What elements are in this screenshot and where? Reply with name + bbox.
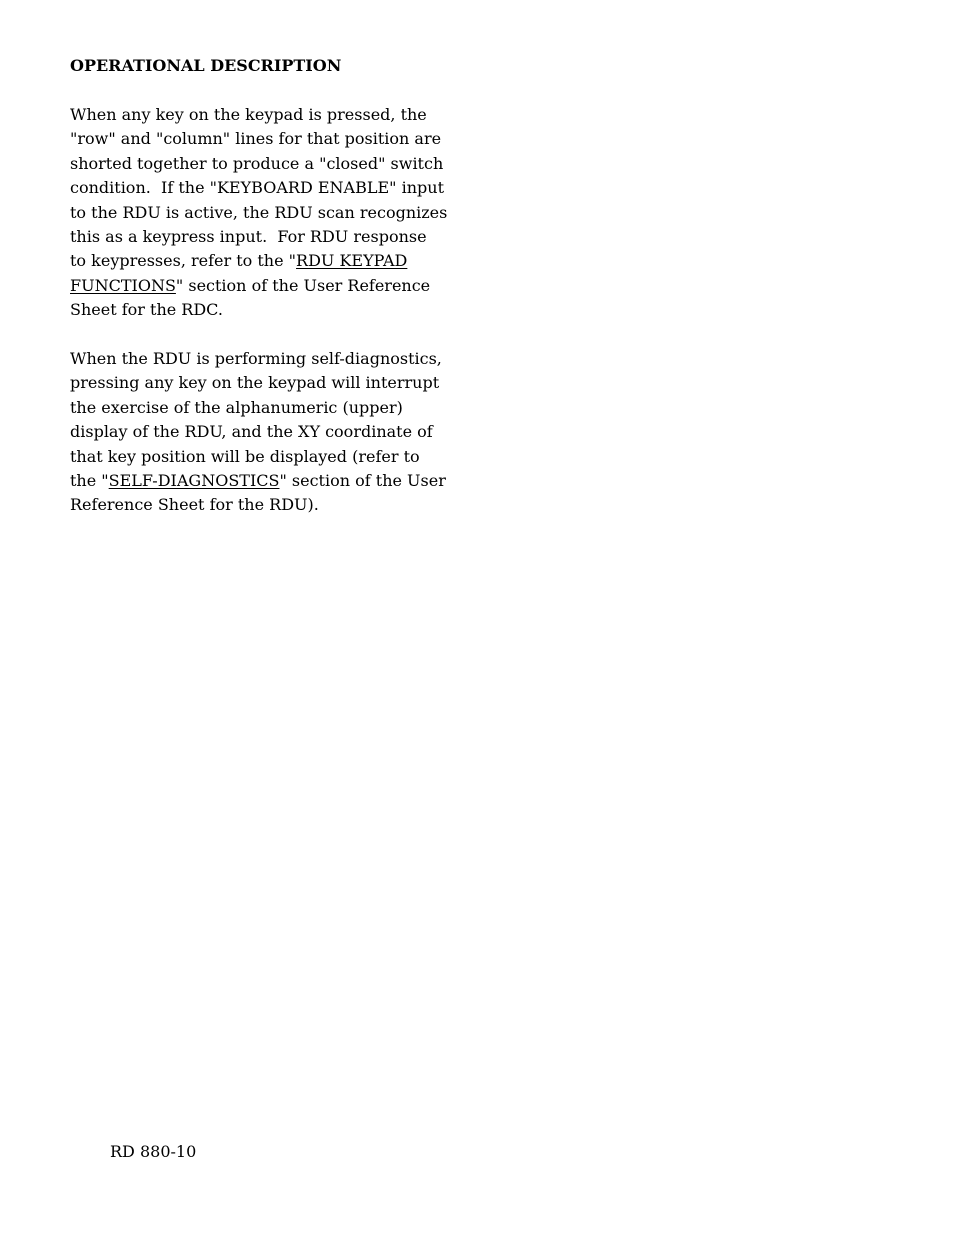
paragraph-line: the exercise of the alphanumeric (upper) <box>70 397 403 417</box>
paragraph-line: condition. If the "KEYBOARD ENABLE" input <box>70 178 444 198</box>
paragraph-line: this as a keypress input. For RDU response <box>70 227 427 247</box>
paragraph-line: "row" and "column" lines for that position are <box>70 129 442 149</box>
paragraph-line: that key position will be displayed (refer to <box>70 446 420 466</box>
paragraph-line: pressing any key on the keypad will interrupt <box>70 373 440 393</box>
paragraph-line <box>70 249 460 273</box>
paragraph-text: to keypresses, refer to the " <box>70 251 297 271</box>
paragraph-self-diagnostics <box>70 347 460 518</box>
paragraph-line: Reference Sheet for the RDU). <box>70 495 319 515</box>
paragraph-line: display of the RDU, and the XY coordinate of <box>70 422 433 442</box>
section-heading: OPERATIONAL DESCRIPTION <box>70 56 342 75</box>
paragraph-text: " section of the User Reference <box>175 275 431 295</box>
paragraph-text: " section of the User <box>279 471 446 491</box>
paragraph-line: shorted together to produce a "closed" switch <box>70 153 444 173</box>
paragraph-keypress-description <box>70 103 460 323</box>
paragraph-line <box>70 274 460 298</box>
rdu-keypad-functions-reference: RDU KEYPAD <box>296 251 408 271</box>
rdu-keypad-functions-reference-cont: FUNCTIONS <box>70 275 176 295</box>
paragraph-line: Sheet for the RDC. <box>70 300 223 320</box>
page-footer-id: RD 880-10 <box>110 1142 197 1161</box>
paragraph-line: to the RDU is active, the RDU scan recognizes <box>70 202 448 222</box>
self-diagnostics-reference: SELF-DIAGNOSTICS <box>108 471 280 491</box>
paragraph-line: When any key on the keypad is pressed, the <box>70 105 427 124</box>
paragraph-line <box>70 469 460 493</box>
paragraph-line: When the RDU is performing self-diagnostics, <box>70 349 442 368</box>
paragraph-text: the " <box>70 471 109 491</box>
